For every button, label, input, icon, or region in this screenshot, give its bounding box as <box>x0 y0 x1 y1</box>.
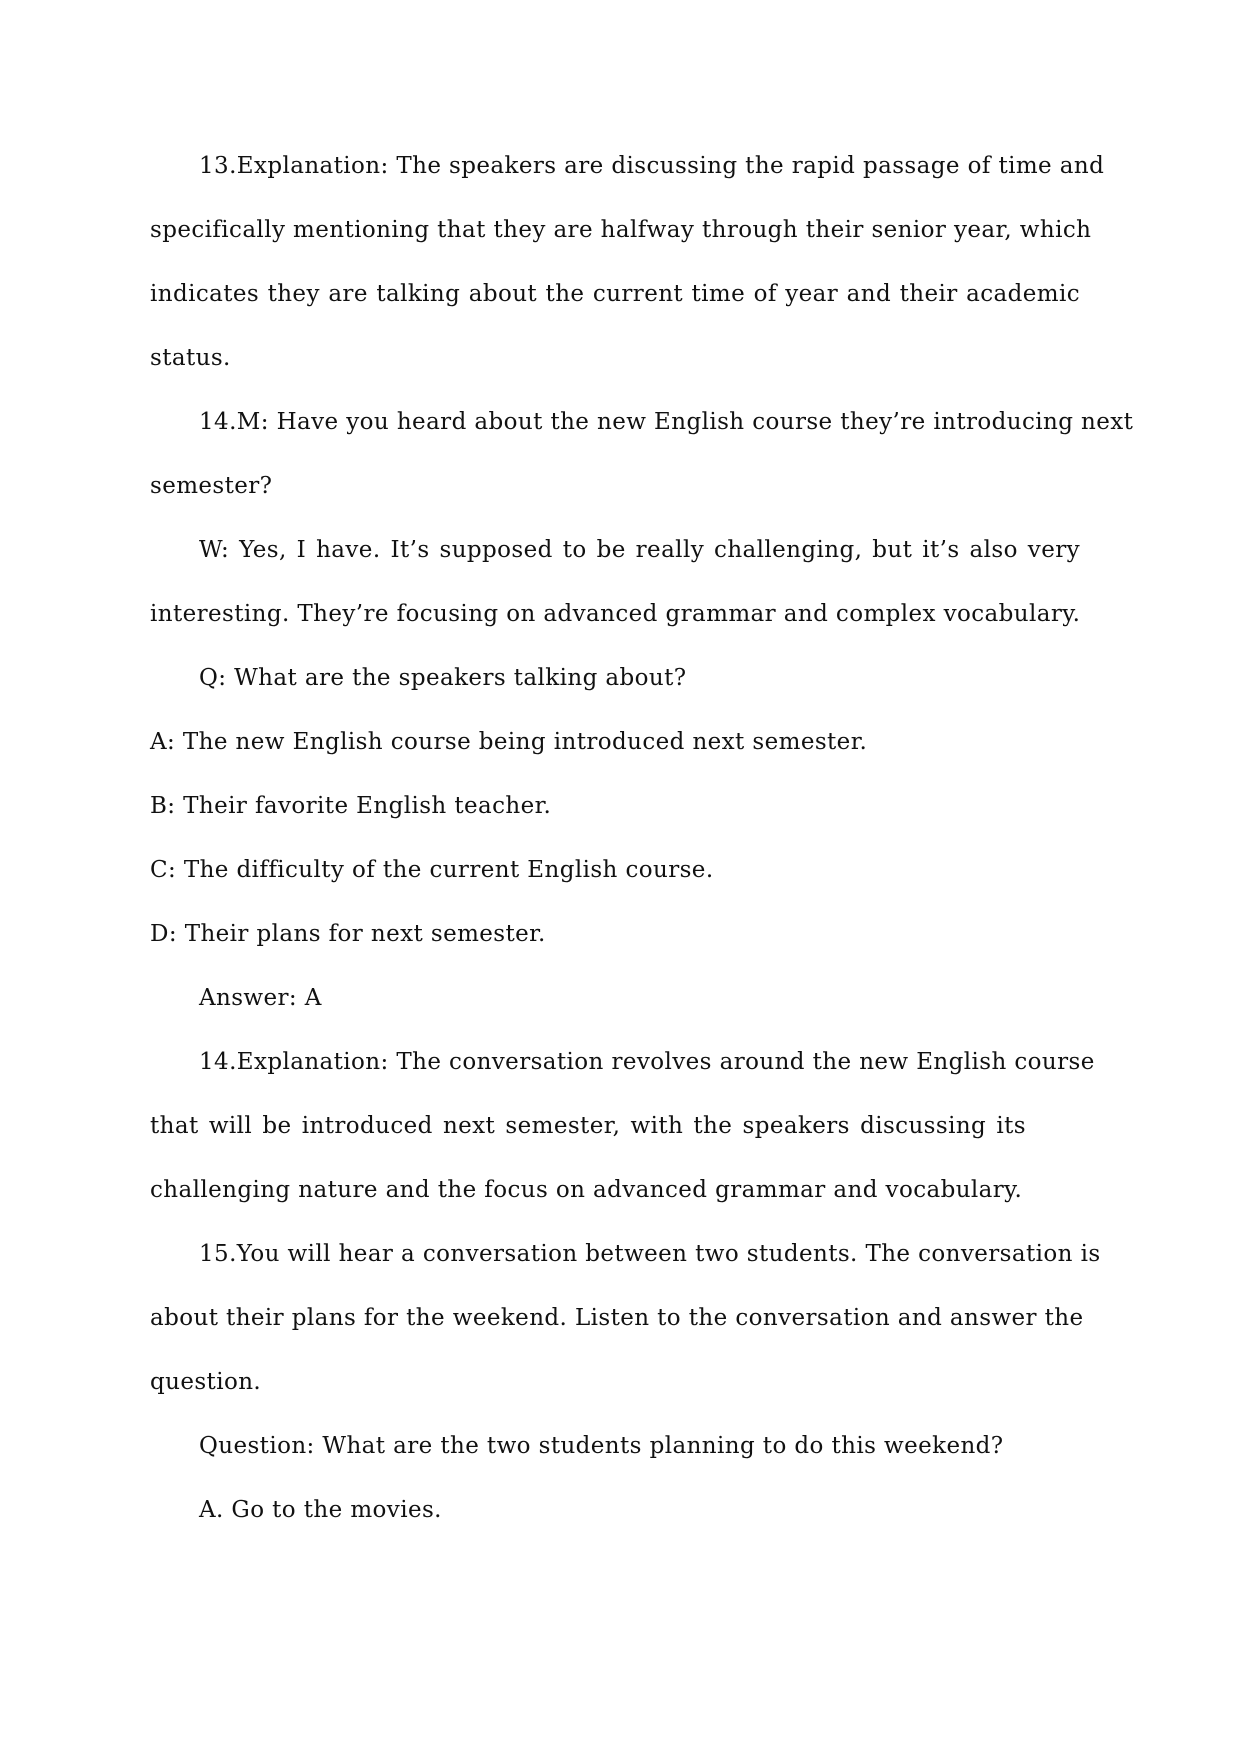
paragraph-line: question. <box>150 1369 262 1395</box>
option-c: C: The difficulty of the current English course. <box>150 857 714 883</box>
option-b: B: Their favorite English teacher. <box>150 793 552 819</box>
paragraph-line: 13.Explanation: The speakers are discussing the rapid passage of time and <box>199 153 1105 179</box>
dialogue-line-man: semester? <box>150 473 273 499</box>
paragraph-line: indicates they are talking about the current time of year and their academic <box>150 281 1080 307</box>
option-a: A: The new English course being introduced next semester. <box>150 729 868 755</box>
paragraph-line: specifically mentioning that they are halfway through their senior year, which <box>150 217 1092 243</box>
dialogue-line-woman: interesting. They’re focusing on advanced grammar and complex vocabulary. <box>150 601 1081 627</box>
question-text: Question: What are the two students planning to do this weekend? <box>199 1433 1004 1459</box>
option-d: D: Their plans for next semester. <box>150 921 546 947</box>
paragraph-line: challenging nature and the focus on advanced grammar and vocabulary. <box>150 1177 1023 1203</box>
answer-text: Answer: A <box>199 985 322 1011</box>
dialogue-line-woman: W: Yes, I have. It’s supposed to be really challenging, but it’s also very <box>199 537 1080 563</box>
dialogue-line-man: 14.M: Have you heard about the new English course they’re introducing next <box>199 409 1134 435</box>
paragraph-line: about their plans for the weekend. Listen to the conversation and answer the <box>150 1305 1084 1331</box>
paragraph-line: that will be introduced next semester, with the speakers discussing its <box>150 1113 1026 1139</box>
paragraph-line: 14.Explanation: The conversation revolves around the new English course <box>199 1049 1095 1075</box>
paragraph-line: 15.You will hear a conversation between two students. The conversation is <box>199 1241 1101 1267</box>
option-a: A. Go to the movies. <box>199 1497 442 1523</box>
question-text: Q: What are the speakers talking about? <box>199 665 687 691</box>
paragraph-line: status. <box>150 345 231 371</box>
